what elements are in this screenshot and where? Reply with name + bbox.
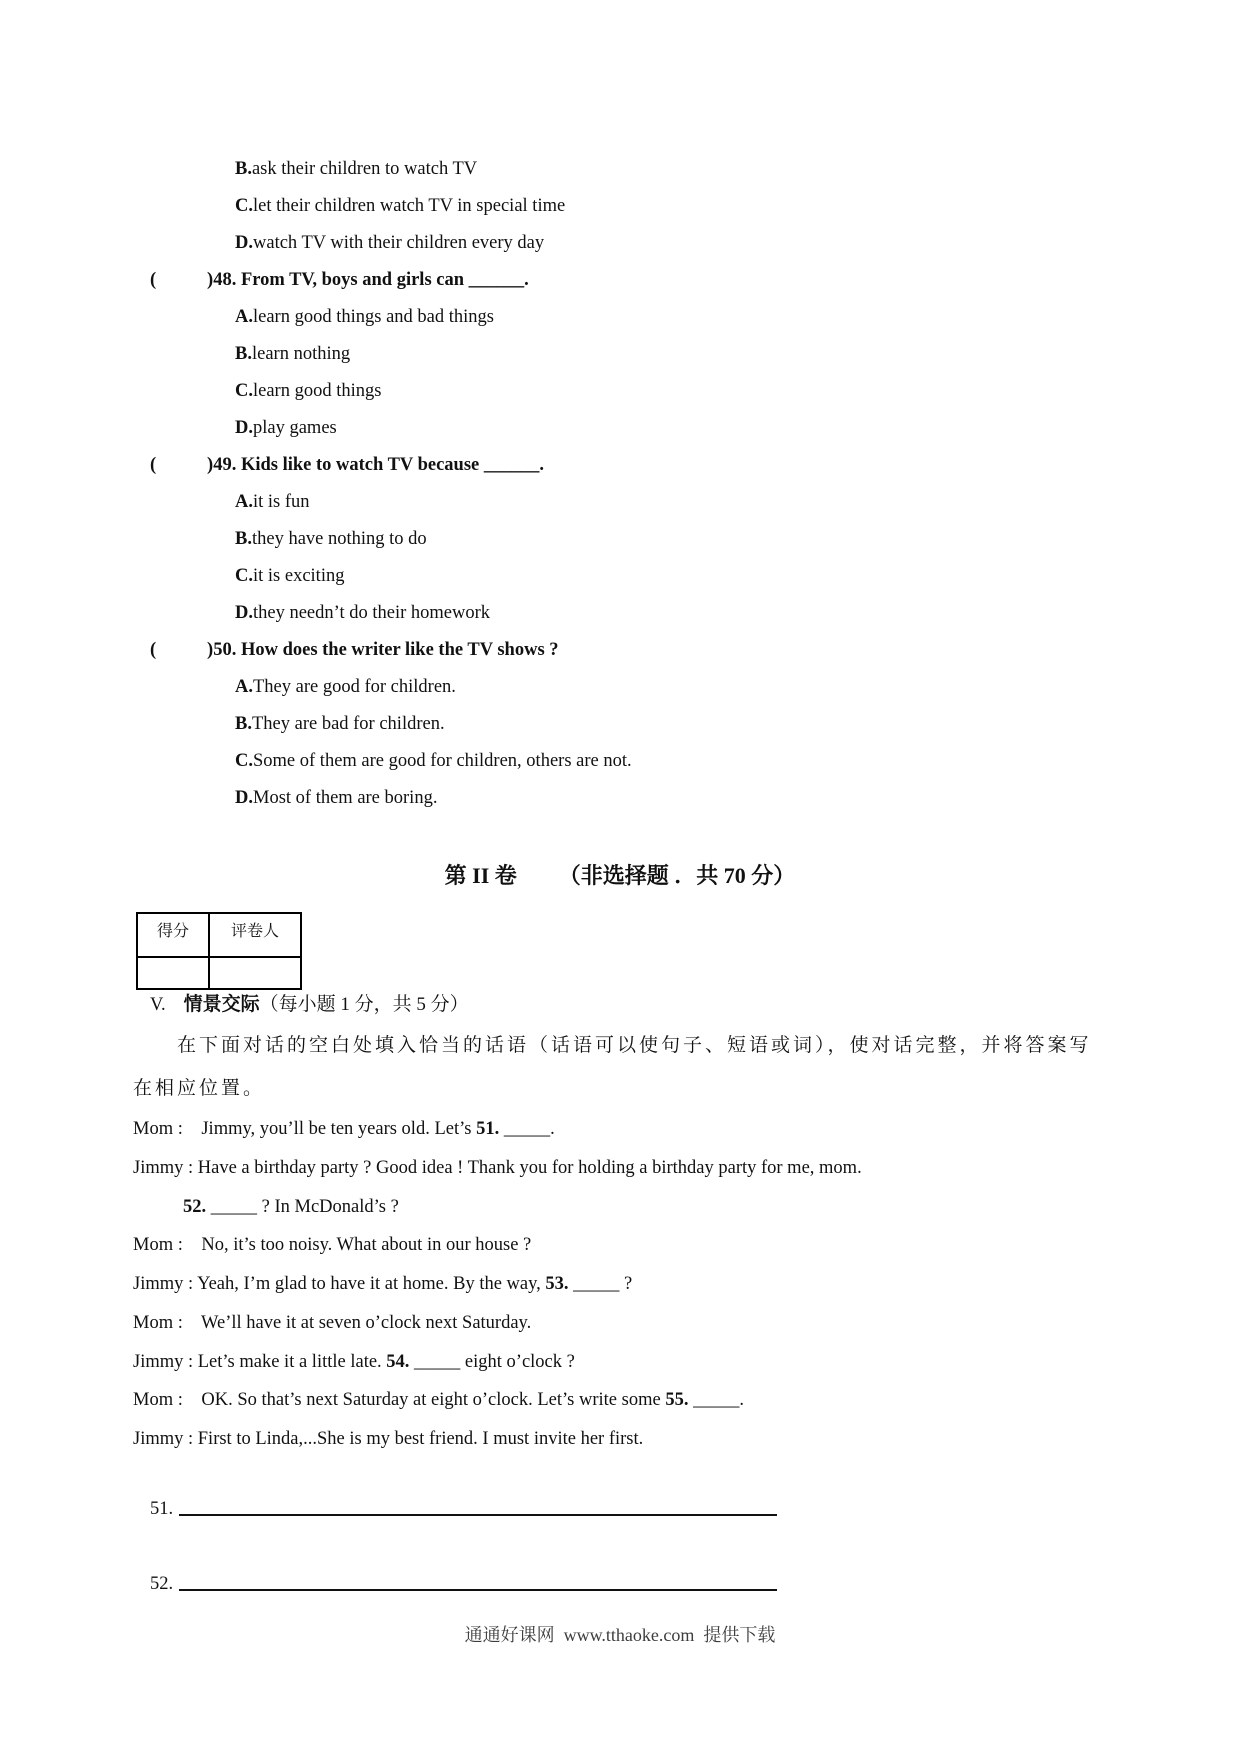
option-line — [133, 669, 1133, 706]
answer-label: 51. — [150, 1499, 174, 1519]
option-letter: A. — [235, 492, 253, 512]
dialog-text: Mom : OK. So that’s next Saturday at eight o’clock. Let’s write some — [133, 1390, 666, 1411]
option-text: watch TV with their children every day — [253, 233, 545, 253]
multiple-choice-section — [133, 151, 1133, 817]
option-line — [133, 373, 1133, 410]
option-text: let their children watch TV in special time — [253, 196, 566, 216]
option-line — [133, 743, 1133, 780]
option-line — [133, 299, 1133, 336]
score-table-value-row — [137, 957, 301, 989]
dialog-text: Jimmy : Have a birthday party ? Good idea ! Thank you for holding a birthday party for me, mom. — [133, 1157, 862, 1178]
option-line — [133, 410, 1133, 447]
dialog-text: _____. — [499, 1119, 555, 1139]
dialog-line — [133, 1304, 1153, 1343]
option-text: learn nothing — [251, 344, 351, 364]
option-letter: C. — [235, 381, 253, 401]
dialog-text: _____. — [688, 1390, 744, 1411]
dialog-line — [133, 1188, 1153, 1227]
option-line — [133, 780, 1133, 817]
instruction-line: 在下面对话的空白处填入恰当的话语（话语可以使句子、短语或词），使对话完整，并将答案写 — [177, 1035, 1092, 1056]
option-line — [133, 706, 1133, 743]
option-letter: B. — [235, 344, 252, 364]
option-text: play games — [253, 418, 337, 438]
option-letter: B. — [235, 159, 252, 179]
dialog-text: Jimmy : First to Linda,...She is my best friend. I must invite her first. — [133, 1429, 644, 1449]
section5-heading — [150, 993, 469, 1017]
dialog-line — [133, 1381, 1153, 1420]
dialog-text: Mom : No, it’s too noisy. What about in our house ? — [133, 1235, 532, 1256]
option-letter: D. — [235, 233, 253, 253]
dialog-text: _____ ? — [568, 1274, 633, 1294]
option-line — [133, 521, 1133, 558]
answer-rule — [179, 1496, 777, 1516]
option-text: Some of them are good for children, others are not. — [253, 751, 632, 771]
option-line — [133, 558, 1133, 595]
option-letter: B. — [235, 529, 252, 549]
option-line — [133, 151, 1133, 188]
option-letter: C. — [235, 751, 253, 771]
answer-line — [150, 1571, 777, 1597]
option-text: ask their children to watch TV — [251, 159, 478, 179]
score-cell-empty — [137, 957, 209, 989]
option-line — [133, 484, 1133, 521]
blank-number: 55. — [665, 1390, 689, 1411]
option-letter: D. — [235, 603, 253, 623]
option-text: it is fun — [253, 492, 310, 512]
score-table — [136, 912, 302, 990]
option-letter: D. — [235, 788, 253, 808]
instruction-line: 在相应位置。 — [133, 1078, 266, 1099]
section5-points: （每小题 1 分，共 5 分） — [259, 994, 469, 1015]
option-line — [133, 188, 1133, 225]
dialog-text: Jimmy : Yeah, I’m glad to have it at home. By the way, — [133, 1274, 546, 1294]
dialog-text: _____ eight o’clock ? — [409, 1351, 575, 1372]
score-cell-empty — [209, 957, 301, 989]
part2-title: 第 II 卷 — [444, 863, 517, 888]
dialog-line — [133, 1226, 1153, 1265]
blank-number: 54. — [386, 1351, 410, 1372]
question-line: ( )50. How does the writer like the TV shows ? — [150, 640, 559, 660]
option-letter: D. — [235, 418, 253, 438]
dialog-text: Jimmy : Let’s make it a little late. — [133, 1351, 387, 1372]
option-letter: A. — [235, 307, 253, 327]
section5-title: 情景交际 — [183, 994, 260, 1015]
page-footer: 通通好课网 www.tthaoke.com 提供下载 — [464, 1625, 776, 1645]
option-text: They are bad for children. — [251, 714, 445, 734]
blank-number: 51. — [476, 1119, 500, 1139]
option-text: they have nothing to do — [251, 529, 427, 549]
part2-subtitle: （非选择题 ．共 70 分） — [558, 863, 796, 888]
option-text: they needn’t do their homework — [253, 603, 491, 623]
option-letter: A. — [235, 677, 253, 697]
score-table-header-grader: 评卷人 — [209, 913, 301, 957]
section5-instructions — [133, 1024, 1133, 1110]
score-table-header-score: 得分 — [137, 913, 209, 957]
dialog-line — [133, 1420, 1153, 1459]
dialog-text: Mom : We’ll have it at seven o’clock next Saturday. — [133, 1312, 532, 1333]
dialog-line — [133, 1149, 1153, 1188]
option-letter: C. — [235, 196, 253, 216]
option-text: They are good for children. — [253, 677, 456, 697]
blank-number: 53. — [545, 1274, 569, 1294]
answer-rule — [179, 1571, 777, 1591]
option-line — [133, 336, 1133, 373]
score-table-header-row — [137, 913, 301, 957]
option-line — [133, 225, 1133, 262]
option-letter: B. — [235, 714, 252, 734]
option-text: learn good things — [253, 381, 382, 401]
option-text: Most of them are boring. — [253, 788, 438, 808]
question-line: ( )49. Kids like to watch TV because ______. — [150, 455, 544, 475]
dialog — [133, 1110, 1153, 1459]
dialog-line — [133, 1265, 1153, 1304]
option-text: learn good things and bad things — [253, 307, 494, 327]
option-text: it is exciting — [253, 566, 345, 586]
answer-label: 52. — [150, 1574, 174, 1594]
dialog-text: _____ ? In McDonald’s ? — [206, 1196, 399, 1217]
blank-number: 52. — [183, 1196, 207, 1217]
question-line: ( )48. From TV, boys and girls can ______. — [150, 270, 529, 290]
part2-header — [0, 861, 1240, 891]
option-line — [133, 595, 1133, 632]
dialog-line — [133, 1343, 1153, 1382]
dialog-line — [133, 1110, 1153, 1149]
section5-numeral: V. — [150, 995, 166, 1015]
answer-line — [150, 1496, 777, 1522]
option-letter: C. — [235, 566, 253, 586]
dialog-text: Mom : Jimmy, you’ll be ten years old. Let’s — [133, 1119, 477, 1139]
